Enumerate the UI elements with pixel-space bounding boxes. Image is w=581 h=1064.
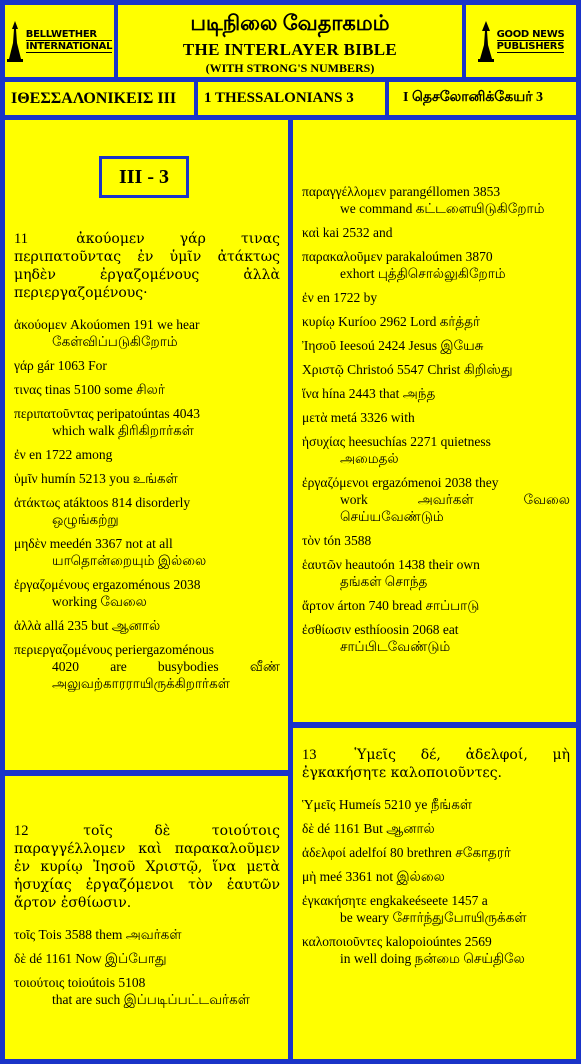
verse-12-text — [14, 822, 280, 912]
word-entry-line: ἐργαζομένους ergazoménous 2038 — [14, 577, 201, 592]
word-entry — [302, 892, 570, 926]
word-entry — [302, 248, 570, 282]
word-entry-gloss: அமைதல் — [340, 451, 399, 466]
word-entry — [302, 183, 570, 217]
verse-greek-text: τοῖς δὲ τοιούτοις παραγγέλλομεν καὶ παρακαλοῦμεν ἐν κυρίῳ Ἰησοῦ Χριστῷ, ἵνα μετὰ ἡσυχίας ἐργαζόμενοι τὸν ἑαυτῶν ἄρτον ἐσθίωσιν. — [14, 823, 280, 911]
logo-left-line1: BELLWETHER — [26, 29, 112, 41]
word-entry-line: Ὑμεῖς Humeís 5210 ye நீங்கள் — [302, 797, 473, 812]
word-entry-line: ἡσυχίας heesuchías 2271 quietness — [302, 434, 491, 449]
book-tamil-label — [387, 80, 578, 117]
word-entry-line: γάρ gár 1063 For — [14, 358, 107, 373]
word-entry-line: τινας tinas 5100 some சிலர் — [14, 382, 165, 397]
word-entry-line: ἑαυτῶν heautoón 1438 their own — [302, 557, 480, 572]
book-english-text: 1 THESSALONIANS 3 — [204, 90, 354, 106]
word-entry — [14, 494, 280, 528]
title-subtitle: (WITH STRONG'S NUMBERS) — [205, 61, 375, 75]
word-entry — [14, 405, 280, 439]
book-tamil-text: I தெசலோனிக்கேயர் 3 — [403, 90, 544, 105]
word-entry — [14, 974, 280, 1008]
book-english-label — [196, 80, 387, 117]
word-entry-line: καὶ kai 2532 and — [302, 225, 393, 240]
word-entry — [14, 617, 280, 634]
word-entry-gloss: which walk திரிகிறார்கள் — [52, 423, 194, 438]
word-entry-gloss: கேள்விப்படுகிறோம் — [52, 334, 178, 349]
word-entry-line: ὑμῖν humín 5213 you உங்கள் — [14, 471, 178, 486]
word-entry — [14, 641, 280, 692]
word-entry-line: τοιούτοις toioútois 5108 — [14, 975, 146, 990]
word-entry-line: ἵνα hína 2443 that அந்த — [302, 386, 436, 401]
word-entry-line: Ἰησοῦ Ieesoú 2424 Jesus இயேசு — [302, 338, 484, 353]
left-logo-panel — [3, 3, 116, 79]
good-news-logo — [478, 19, 565, 63]
word-entry — [302, 796, 570, 813]
word-entry — [302, 868, 570, 885]
word-entry — [302, 337, 570, 354]
word-entry — [14, 926, 280, 943]
verse-13-text — [302, 746, 570, 782]
verse-12-panel — [3, 774, 290, 1061]
word-entry-line: ἐγκακήσητε engkakeéseete 1457 a — [302, 893, 488, 908]
word-entry — [302, 532, 570, 549]
verse-greek-text: Ὑμεῖς δέ, ἀδελφοί, μὴ ἐγκακήσητε καλοποιοῦντες. — [302, 747, 570, 781]
verse-12-continued-panel — [291, 118, 578, 724]
lamp-figure-icon — [7, 19, 23, 63]
torch-figure-icon — [478, 19, 494, 63]
word-entry — [14, 357, 280, 374]
word-entry-line: ἄρτον árton 740 bread சாப்பாடு — [302, 598, 480, 613]
verse-11-text — [14, 230, 280, 302]
word-entry — [302, 361, 570, 378]
word-entry-gloss: in well doing நன்மை செய்திலே — [340, 951, 525, 966]
word-entry-line: καλοποιοῦντες kalopoioúntes 2569 — [302, 934, 492, 949]
word-entry — [302, 409, 570, 426]
word-entry — [302, 820, 570, 837]
word-entry-line: ἀκούομεν Akoúomen 191 we hear — [14, 317, 200, 332]
word-entry — [302, 597, 570, 614]
book-greek-label — [3, 80, 196, 117]
word-entry-line: ἐν en 1722 among — [14, 447, 113, 462]
verse-13-panel — [291, 726, 578, 1061]
verse-number: 12 — [14, 823, 29, 839]
word-entry-gloss: be weary சோர்ந்துபோயிருக்கள் — [340, 910, 527, 925]
logo-left-line2: INTERNATIONAL — [25, 41, 113, 52]
word-entry-line: περιπατοῦντας peripatoúntas 4043 — [14, 406, 201, 421]
word-entry-line: ἐργαζόμενοι ergazómenoi 2038 they — [302, 475, 499, 490]
word-entry — [14, 950, 280, 967]
title-panel — [116, 3, 464, 79]
word-entry-gloss: exhort புத்திசொல்லுகிறோம் — [340, 266, 506, 281]
word-entry-line: περιεργαζομένους periergazoménous — [14, 642, 215, 657]
word-entry-gloss: that are such இப்படிப்பட்டவர்கள் — [52, 992, 250, 1007]
word-entry-line: δὲ dé 1161 But ஆனால் — [302, 821, 435, 836]
word-entry — [302, 224, 570, 241]
word-entry-line: τὸν tón 3588 — [302, 533, 372, 548]
word-entry-gloss: work அவர்கள் வேலை செய்யவேண்டும் — [340, 492, 570, 524]
word-entry — [302, 556, 570, 590]
title-tamil: படிநிலை வேதாகமம் — [190, 11, 390, 35]
word-entry — [302, 313, 570, 330]
verse-number: 11 — [14, 231, 28, 247]
word-entry-gloss: 4020 are busybodies வீண் அலுவற்காரராயிருக்கிறார்கள் — [52, 659, 280, 691]
right-logo-panel — [464, 3, 578, 79]
word-entry-line: τοῖς Tois 3588 them அவர்கள் — [14, 927, 182, 942]
word-entry-line: ἀλλὰ allá 235 but ஆனால் — [14, 618, 161, 633]
word-entry — [14, 535, 280, 569]
word-entries — [14, 926, 280, 1008]
logo-right-line2: PUBLISHERS — [496, 41, 565, 52]
word-entry-line: ἐσθίωσιν esthíoosin 2068 eat — [302, 622, 459, 637]
word-entry — [302, 289, 570, 306]
logo-right-line1: GOOD NEWS — [496, 29, 565, 40]
word-entry-line: Χριστῷ Christoó 5547 Christ கிறிஸ்து — [302, 362, 513, 377]
book-greek-text: ΙΘΕΣΣΑΛΟΝΙΚΕΙΣ III — [11, 89, 177, 107]
word-entry — [14, 576, 280, 610]
word-entry — [14, 446, 280, 463]
chapter-label: III - 3 — [99, 156, 189, 198]
word-entry — [302, 433, 570, 467]
word-entries — [302, 796, 570, 967]
word-entry-gloss: working வேலை — [52, 594, 147, 609]
word-entry-line: κυρίῳ Kuríoo 2962 Lord கர்த்தர் — [302, 314, 481, 329]
word-entry — [302, 385, 570, 402]
word-entry-gloss: யாதொன்றையும் இல்லை — [52, 553, 207, 568]
word-entry-line: μετὰ metá 3326 with — [302, 410, 415, 425]
word-entry-line: μὴ meé 3361 not இல்லை — [302, 869, 445, 884]
word-entry-line: ἀδελφοί adelfoí 80 brethren சகோதரர் — [302, 845, 511, 860]
word-entry — [14, 470, 280, 487]
word-entry-line: παραγγέλλομεν parangéllomen 3853 — [302, 184, 501, 199]
word-entry — [302, 844, 570, 861]
word-entry — [14, 381, 280, 398]
word-entry-gloss: சாப்பிடவேண்டும் — [340, 639, 451, 654]
word-entry-line: ἀτάκτως atáktoos 814 disorderly — [14, 495, 191, 510]
word-entry-gloss: ஒழுங்கற்று — [52, 512, 119, 527]
verse-greek-text: ἀκούομεν γάρ τινας περιπατοῦντας ἐν ὑμῖν ἀτάκτως μηδὲν ἐργαζομένους ἀλλὰ περιεργαζομένους· — [14, 231, 280, 301]
word-entries — [302, 183, 570, 655]
word-entry — [302, 474, 570, 525]
word-entry-line: παρακαλοῦμεν parakaloúmen 3870 — [302, 249, 493, 264]
word-entry — [302, 933, 570, 967]
word-entry-gloss: தங்கள் சொந்த — [340, 574, 428, 589]
bellwether-logo — [7, 19, 112, 63]
title-english: THE INTERLAYER BIBLE — [182, 40, 398, 59]
word-entry-line: μηδὲν meedén 3367 not at all — [14, 536, 173, 551]
word-entry-gloss: we command கட்டளையிடுகிறோம் — [340, 201, 545, 216]
word-entry — [14, 316, 280, 350]
word-entries — [14, 316, 280, 692]
verse-number: 13 — [302, 747, 317, 763]
word-entry-line: ἐν en 1722 by — [302, 290, 378, 305]
word-entry-line: δὲ dé 1161 Now இப்போது — [14, 951, 167, 966]
verse-11-panel — [3, 118, 290, 772]
word-entry — [302, 621, 570, 655]
